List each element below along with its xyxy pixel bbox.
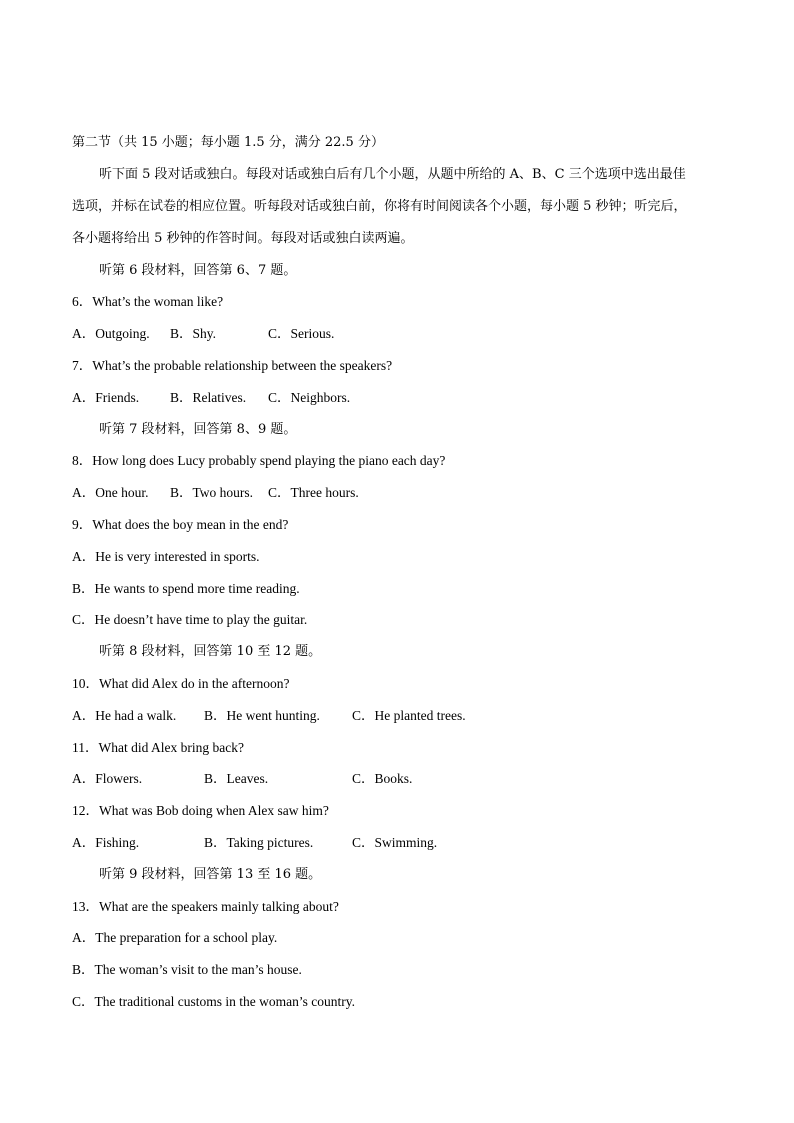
question-13-stem: 13．What are the speakers mainly talking about? (72, 899, 339, 914)
question-11-option-b: B．Leaves. (204, 771, 269, 786)
question-7-option-c: C．Neighbors. (268, 390, 351, 405)
question-7-option-a: A．Friends. (72, 390, 140, 405)
question-12-option-c: C．Swimming. (352, 835, 438, 850)
question-11-option-c: C．Books. (352, 771, 413, 786)
question-7-option-b: B．Relatives. (170, 390, 247, 405)
question-6-option-b: B．Shy. (170, 326, 217, 341)
question-12-stem: 12．What was Bob doing when Alex saw him? (72, 803, 329, 818)
question-13-option-b: B．The woman’s visit to the man’s house. (72, 962, 302, 977)
question-12-option-b: B．Taking pictures. (204, 835, 314, 850)
question-11-option-a: A．Flowers. (72, 771, 143, 786)
question-10-option-a: A．He had a walk. (72, 708, 177, 723)
question-6-option-a: A．Outgoing. (72, 326, 150, 341)
question-12-option-a: A．Fishing. (72, 835, 140, 850)
group-intro-8-9: 听第 7 段材料，回答第 8、9 题。 (99, 422, 297, 437)
group-intro-13-16: 听第 9 段材料，回答第 13 至 16 题。 (99, 867, 322, 882)
question-8-stem: 8．How long does Lucy probably spend playing the piano each day? (72, 453, 446, 468)
instruction-line-3: 各小题将给出 5 秒钟的作答时间。每段对话或独白读两遍。 (72, 231, 414, 246)
group-intro-6-7: 听第 6 段材料，回答第 6、7 题。 (99, 263, 297, 278)
question-10-option-b: B．He went hunting. (204, 708, 320, 723)
question-6-stem: 6．What’s the woman like? (72, 294, 224, 309)
question-11-stem: 11．What did Alex bring back? (72, 740, 244, 755)
question-8-option-a: A．One hour. (72, 485, 149, 500)
question-9-option-c: C．He doesn’t have time to play the guitar. (72, 612, 308, 627)
instruction-line-1: 听下面 5 段对话或独白。每段对话或独白后有几个小题，从题中所给的 A、B、C 三个选项中选出最佳 (99, 167, 686, 182)
question-7-stem: 7．What’s the probable relationship between the speakers? (72, 358, 393, 373)
question-8-option-b: B．Two hours. (170, 485, 254, 500)
question-10-option-c: C．He planted trees. (352, 708, 466, 723)
question-13-option-c: C．The traditional customs in the woman’s country. (72, 994, 355, 1009)
section-title: 第二节（共 15 小题；每小题 1.5 分，满分 22.5 分） (72, 135, 384, 150)
question-13-option-a: A．The preparation for a school play. (72, 930, 278, 945)
question-9-stem: 9．What does the boy mean in the end? (72, 517, 289, 532)
question-9-option-b: B．He wants to spend more time reading. (72, 581, 300, 596)
question-8-option-c: C．Three hours. (268, 485, 359, 500)
question-6-option-c: C．Serious. (268, 326, 335, 341)
instruction-line-2: 选项，并标在试卷的相应位置。听每段对话或独白前，你将有时间阅读各个小题，每小题 5 秒钟；听完后， (72, 199, 687, 214)
question-10-stem: 10．What did Alex do in the afternoon? (72, 676, 290, 691)
question-9-option-a: A．He is very interested in sports. (72, 549, 260, 564)
group-intro-10-12: 听第 8 段材料，回答第 10 至 12 题。 (99, 644, 322, 659)
